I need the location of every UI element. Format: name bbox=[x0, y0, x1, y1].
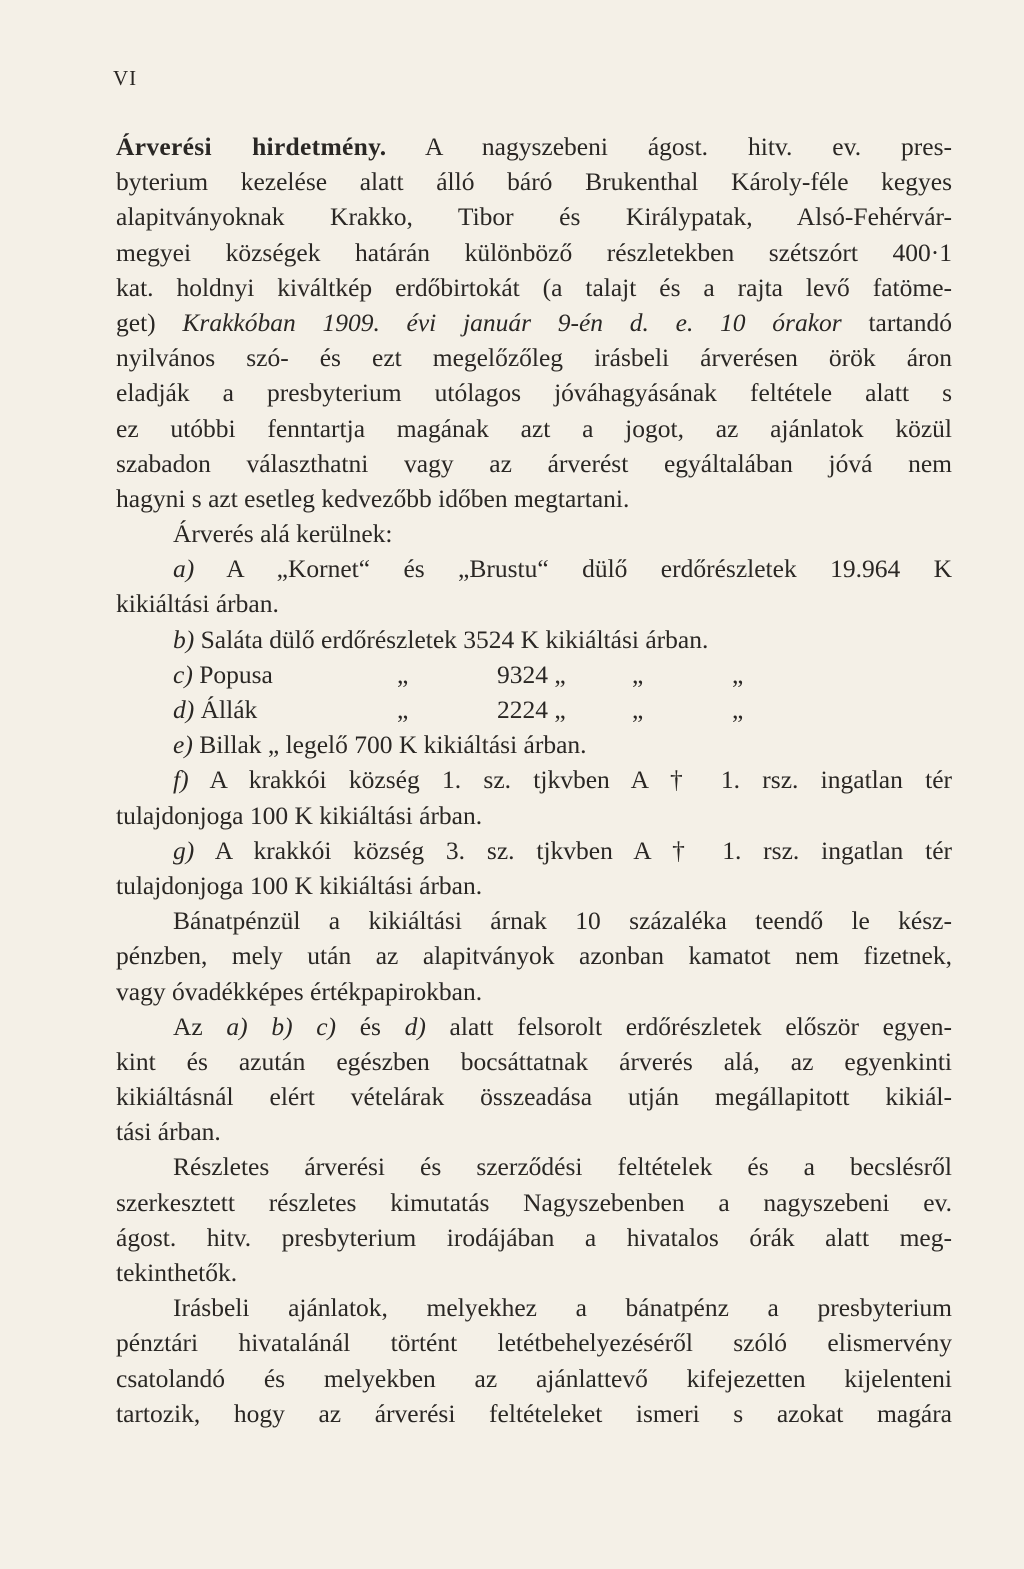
list-marker: c) bbox=[173, 659, 193, 689]
text-line: Irásbeli ajánlatok, melyekhez a bánatpénz a presbyterium bbox=[173, 1293, 952, 1323]
text-line: pénzben, mely után az alapitványok azonban kamatot nem fizetnek, bbox=[116, 941, 952, 971]
text-line: ez utóbbi fenntartja magának azt a jogot, az ajánlatok közül bbox=[116, 413, 952, 443]
text-line: tási árban. bbox=[116, 1117, 221, 1147]
text-line: get) Krakkóban 1909. évi január 9-én d. e. 10 órakor tartandó bbox=[116, 307, 953, 337]
heading: Árverési hirdetmény. bbox=[116, 132, 387, 161]
text-line: szabadon választhatni vagy az árverést egyáltalában jóvá nem bbox=[116, 448, 952, 478]
list-marker: e) bbox=[173, 730, 193, 760]
date-emphasis: Krakkóban 1909. évi január 9-én d. e. 10 órakor bbox=[182, 307, 842, 337]
list-item: a) A „Kornet“ és „Brustu“ dülő erdőrészletek 19.964 K bbox=[173, 554, 953, 584]
list-item: b) Saláta dülő erdőrészletek 3524 K kikiáltási árban. bbox=[173, 624, 709, 654]
page-number: VI bbox=[113, 66, 138, 90]
list-item: c) Popusa „ 9324 „ „ „ bbox=[116, 657, 952, 692]
list-reference: d) bbox=[404, 1011, 426, 1041]
text-line: tulajdonjoga 100 K kikiáltási árban. bbox=[116, 800, 483, 830]
list-marker: g) bbox=[173, 835, 195, 865]
text-line: pénztári hivatalánál történt letétbehelyezéséről szóló elismervény bbox=[116, 1328, 952, 1358]
text-line: tekinthetők. bbox=[116, 1258, 238, 1287]
text-line: Részletes árverési és szerződési feltételek és a becslésről bbox=[173, 1152, 952, 1182]
list-item: g) A krakkói község 3. sz. tjkvben A † 1. rsz. ingatlan tér bbox=[173, 835, 952, 865]
list-marker: d) bbox=[173, 695, 195, 724]
text-line: hagyni s azt esetleg kedvezőbb időben megtartani. bbox=[116, 483, 630, 513]
text-line: alapitványoknak Krakko, Tibor és Királypatak, Alsó-Fehérvár- bbox=[116, 202, 952, 232]
text-line: kat. holdnyi kiváltkép erdőbirtokát (a talajt és a rajta levő fatöme- bbox=[116, 272, 952, 302]
text-line: kikiáltási árban. bbox=[116, 589, 279, 619]
text-line: tulajdonjoga 100 K kikiáltási árban. bbox=[116, 870, 483, 900]
text-line: eladják a presbyterium utólagos jóváhagyásának feltétele alatt s bbox=[116, 378, 952, 408]
text-line: csatolandó és melyekben az ajánlattevő kifejezetten kijelenteni bbox=[116, 1363, 952, 1393]
text-line: byterium kezelése alatt álló báró Brukenthal Károly-féle kegyes bbox=[116, 167, 952, 197]
text-line: Az a) b) c) és d) alatt felsorolt erdőrészletek először egyen- bbox=[173, 1011, 953, 1041]
list-item: e) Billak „ legelő 700 K kikiáltási árban. bbox=[173, 730, 587, 760]
text-line: kint és azután egészben bocsáttatnak árverés alá, az egyenkinti bbox=[116, 1046, 952, 1076]
text-line: ágost. hitv. presbyterium irodájában a hivatalos órák alatt meg- bbox=[116, 1222, 952, 1252]
text-line: vagy óvadékképes értékpapirokban. bbox=[116, 976, 483, 1006]
text-line: Árverés alá kerülnek: bbox=[173, 519, 393, 549]
list-marker: a) bbox=[173, 554, 195, 584]
list-reference: a) b) c) bbox=[226, 1011, 337, 1041]
body-text bbox=[116, 129, 952, 1431]
list-item: f) A krakkói község 1. sz. tjkvben A † 1. rsz. ingatlan tér bbox=[173, 765, 953, 795]
text-line: tartozik, hogy az árverési feltételeket ismeri s azokat magára bbox=[116, 1398, 952, 1428]
text-line: kikiáltásnál elért vételárak összeadása utján megállapitott kikiál- bbox=[116, 1082, 952, 1112]
text-line: Árverési hirdetmény. A nagyszebeni ágost. hitv. ev. pres- bbox=[116, 132, 952, 161]
text-line: Bánatpénzül a kikiáltási árnak 10 százaléka teendő le kész- bbox=[173, 906, 952, 936]
list-item: d) Állák „ 2224 „ „ „ bbox=[116, 692, 952, 727]
text-line: megyei községek határán különböző részletekben szétszórt 400·1 bbox=[116, 237, 952, 267]
text-line: szerkesztett részletes kimutatás Nagyszebenben a nagyszebeni ev. bbox=[116, 1187, 952, 1217]
text-line: nyilvános szó- és ezt megelőzőleg irásbeli árverésen örök áron bbox=[116, 343, 952, 373]
list-marker: b) bbox=[173, 624, 195, 654]
list-marker: f) bbox=[173, 765, 189, 795]
